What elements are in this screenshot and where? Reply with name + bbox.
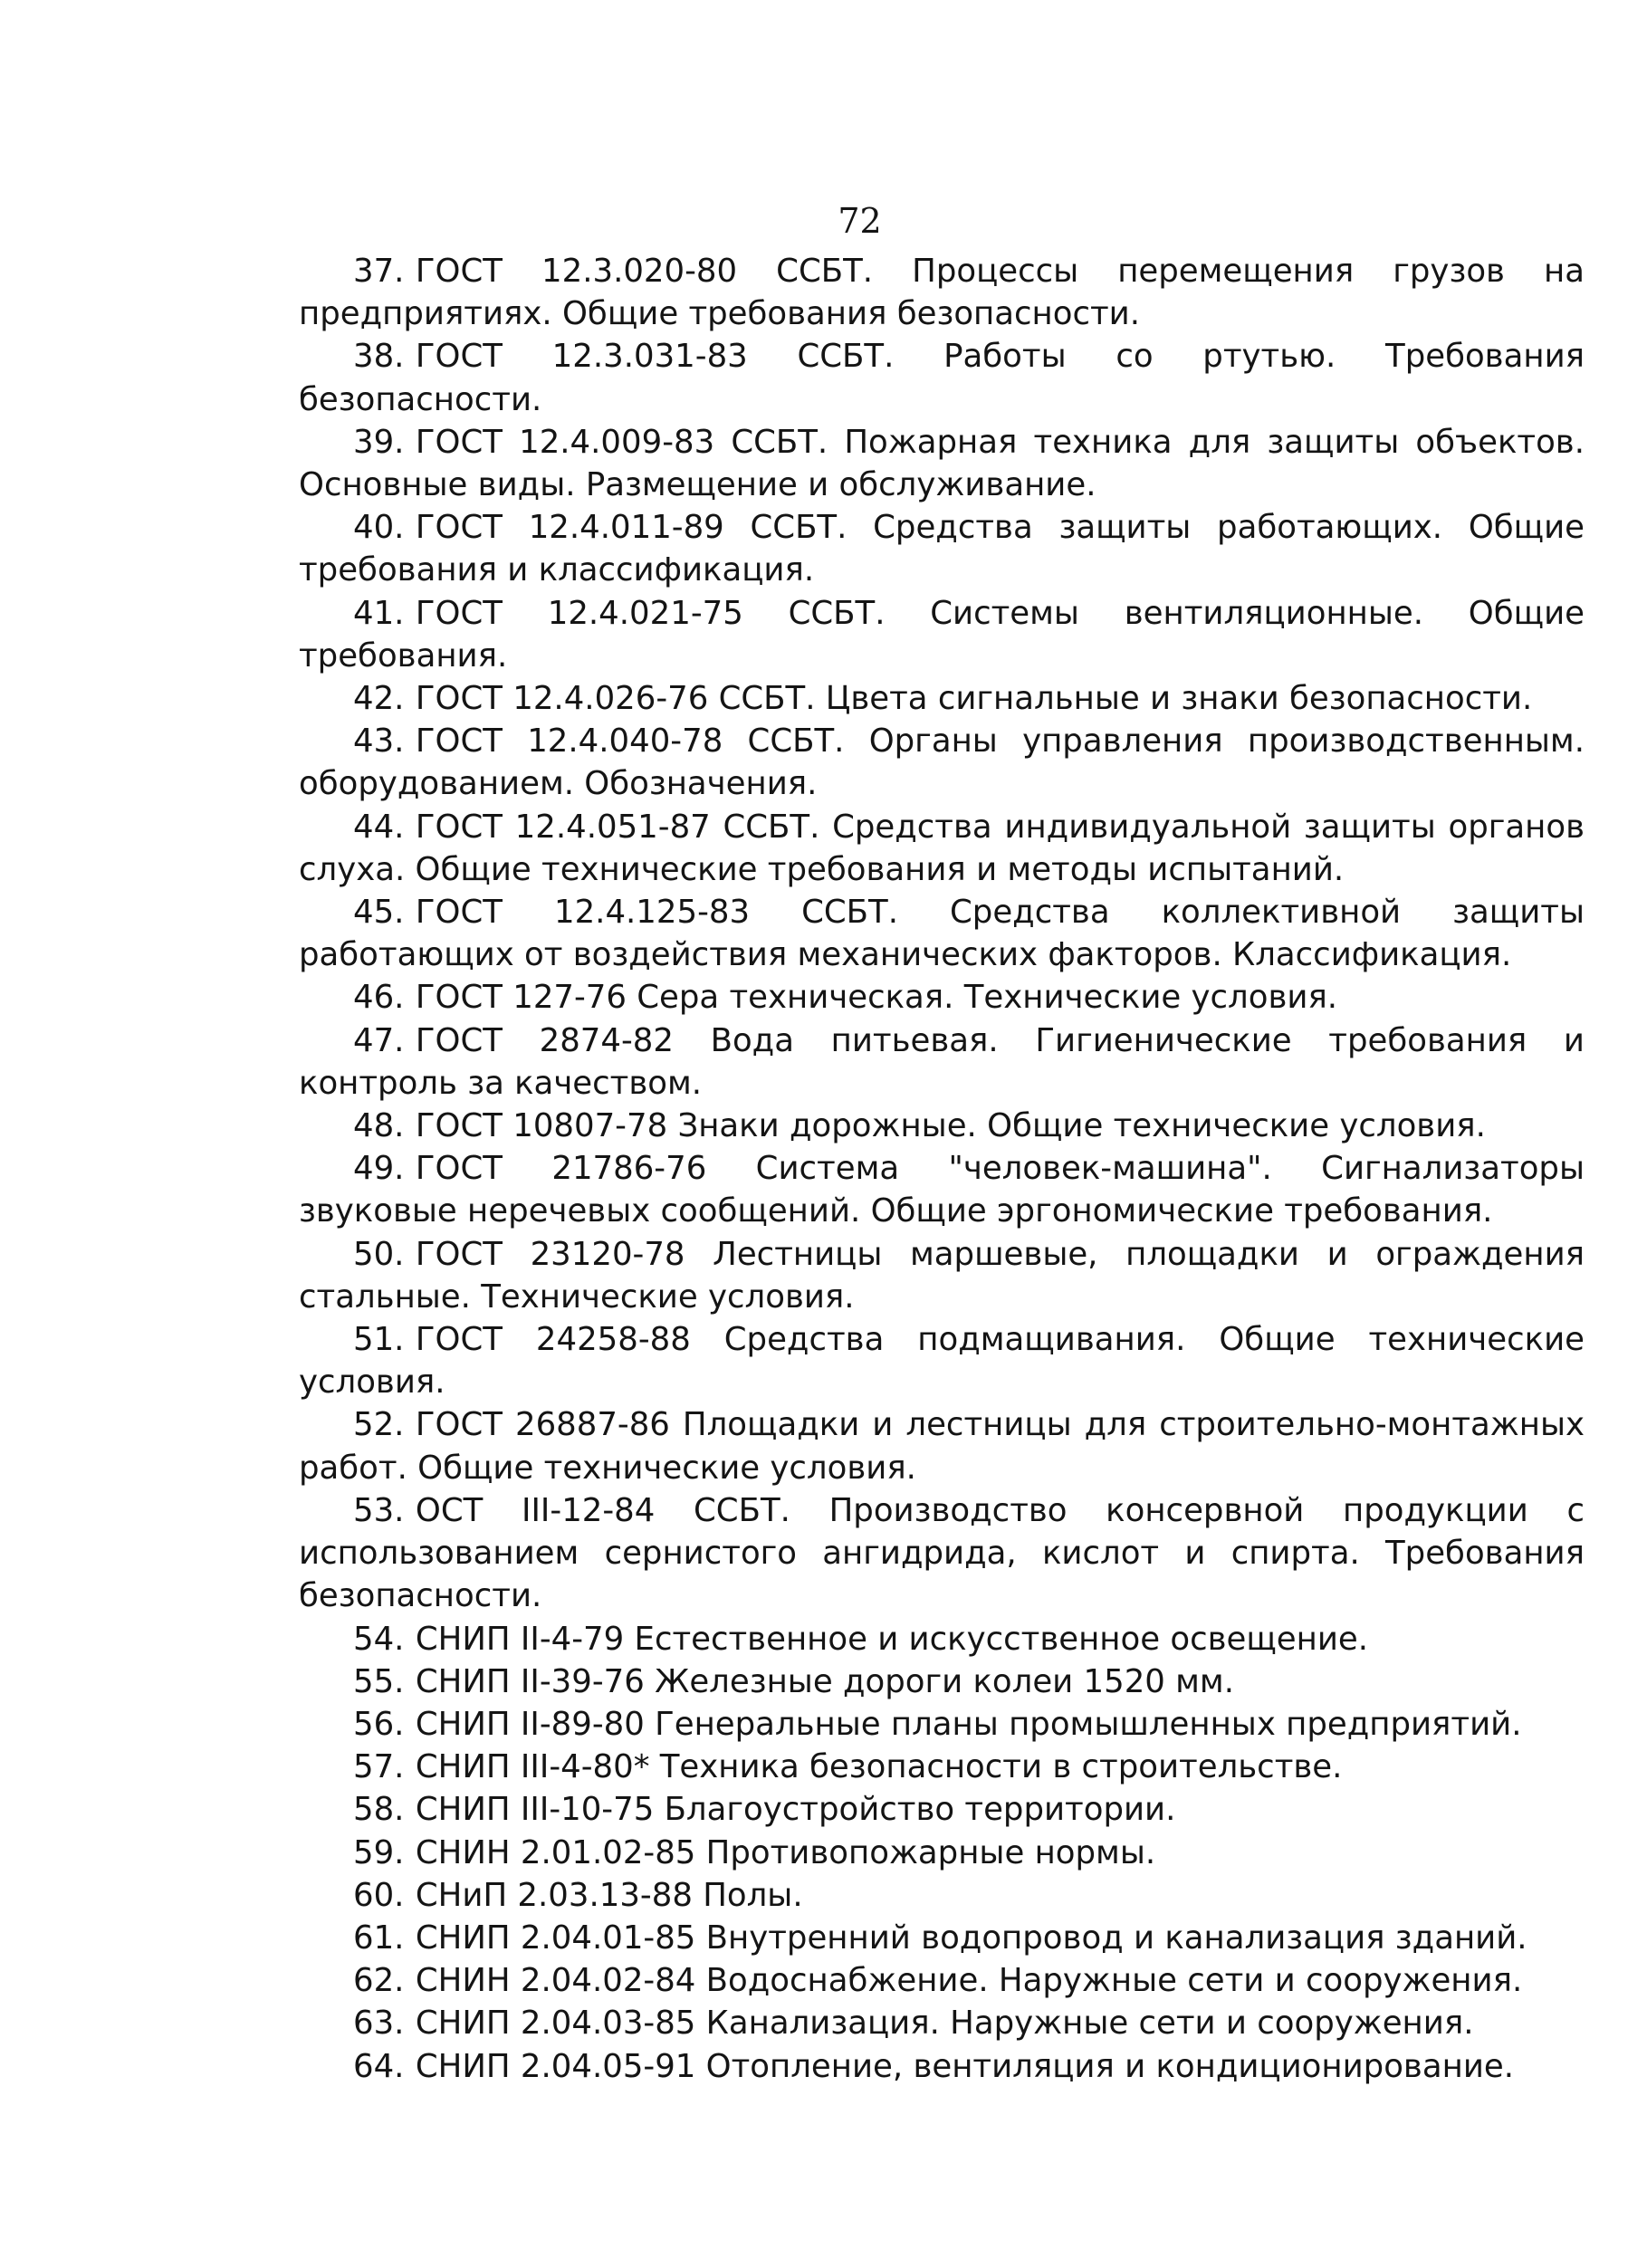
- reference-number: 56.: [353, 1705, 405, 1743]
- reference-item: [299, 421, 1585, 506]
- reference-number: 46.: [353, 979, 405, 1017]
- reference-text: ГОСТ 12.4.040-78 ССБТ. Органы управления производственным. оборудованием. Обозначения.: [299, 723, 1585, 803]
- reference-item: [299, 677, 1585, 720]
- reference-item: [299, 1832, 1585, 1874]
- reference-text: ГОСТ 2874-82 Вода питьевая. Гигиенические требования и контроль за качеством.: [299, 1021, 1585, 1102]
- reference-number: 54.: [353, 1620, 405, 1658]
- reference-text: СНИП II-4-79 Естественное и искусственное освещение.: [415, 1620, 1369, 1658]
- reference-item: [299, 2002, 1585, 2044]
- reference-item: [299, 1660, 1585, 1703]
- reference-text: СНИП 2.04.03-85 Канализация. Наружные сети и сооружения.: [415, 2005, 1474, 2043]
- reference-text: ГОСТ 12.4.125-83 ССБТ. Средства коллективной защиты работающих от воздействия механических факторов. Классификация.: [299, 894, 1585, 974]
- reference-text: ГОСТ 12.4.051-87 ССБТ. Средства индивидуальной защиты органов слуха. Общие технические требования и методы испытаний.: [299, 808, 1585, 888]
- reference-number: 47.: [353, 1021, 405, 1059]
- reference-item: [299, 891, 1585, 976]
- reference-number: 51.: [353, 1321, 405, 1359]
- reference-number: 38.: [353, 338, 405, 376]
- reference-text: ГОСТ 10807-78 Знаки дорожные. Общие технические условия.: [415, 1107, 1486, 1145]
- reference-text: СНИП III-10-75 Благоустройство территории.: [415, 1791, 1176, 1829]
- reference-item: [299, 1147, 1585, 1232]
- reference-number: 44.: [353, 808, 405, 846]
- reference-text: ГОСТ 127-76 Сера техническая. Технические условия.: [415, 979, 1338, 1017]
- page-number: 72: [838, 201, 882, 241]
- reference-item: [299, 1788, 1585, 1831]
- reference-item: [299, 1105, 1585, 1147]
- reference-text: СНИП II-89-80 Генеральные планы промышленных предприятий.: [415, 1705, 1522, 1743]
- reference-number: 62.: [353, 1962, 405, 2000]
- reference-number: 64.: [353, 2047, 405, 2085]
- reference-item: [299, 1917, 1585, 1959]
- reference-item: [299, 2045, 1585, 2088]
- reference-item: [299, 1618, 1585, 1660]
- reference-item: [299, 1959, 1585, 2002]
- reference-number: 57.: [353, 1748, 405, 1786]
- reference-text: СНИП 2.04.05-91 Отопление, вентиляция и кондиционирование.: [415, 2047, 1515, 2085]
- reference-text: ОСТ III-12-84 ССБТ. Производство консервной продукции с использованием сернистого ангидрида, кислот и спирта. Требования безопасности.: [299, 1491, 1585, 1615]
- reference-text: ГОСТ 21786-76 Система "человек-машина". Сигнализаторы звуковые неречевых сообщений. Общие эргономические требования.: [299, 1150, 1585, 1230]
- reference-item: [299, 1318, 1585, 1403]
- reference-number: 58.: [353, 1791, 405, 1829]
- reference-text: ГОСТ 12.3.031-83 ССБТ. Работы со ртутью. Требования безопасности.: [299, 338, 1585, 418]
- reference-number: 60.: [353, 1876, 405, 1914]
- reference-item: [299, 1403, 1585, 1488]
- reference-text: ГОСТ 12.4.021-75 ССБТ. Системы вентиляционные. Общие требования.: [299, 594, 1585, 675]
- reference-text: СНИП II-39-76 Железные дороги колеи 1520 мм.: [415, 1662, 1234, 1700]
- reference-number: 43.: [353, 723, 405, 761]
- reference-number: 53.: [353, 1491, 405, 1529]
- reference-item: [299, 1233, 1585, 1318]
- reference-text: СНИН 2.04.02-84 Водоснабжение. Наружные сети и сооружения.: [415, 1962, 1523, 2000]
- reference-number: 61.: [353, 1919, 405, 1957]
- reference-item: [299, 335, 1585, 420]
- reference-number: 52.: [353, 1406, 405, 1444]
- reference-item: [299, 592, 1585, 677]
- reference-number: 41.: [353, 594, 405, 632]
- reference-item: [299, 976, 1585, 1019]
- reference-number: 39.: [353, 423, 405, 461]
- reference-item: [299, 1489, 1585, 1618]
- reference-text: ГОСТ 12.4.011-89 ССБТ. Средства защиты работающих. Общие требования и классификация.: [299, 509, 1585, 589]
- reference-text: ГОСТ 26887-86 Площадки и лестницы для строительно-монтажных работ. Общие технические условия.: [299, 1406, 1585, 1487]
- reference-item: [299, 1019, 1585, 1105]
- reference-text: ГОСТ 12.3.020-80 ССБТ. Процессы перемещения грузов на предприятиях. Общие требования безопасности.: [299, 253, 1585, 333]
- reference-text: ГОСТ 23120-78 Лестницы маршевые, площадки и ограждения стальные. Технические условия.: [299, 1235, 1585, 1316]
- reference-item: [299, 250, 1585, 335]
- reference-text: ГОСТ 12.4.009-83 ССБТ. Пожарная техника для защиты объектов. Основные виды. Размещение и обслуживание.: [299, 423, 1585, 504]
- reference-text: ГОСТ 24258-88 Средства подмащивания. Общие технические условия.: [299, 1321, 1585, 1402]
- reference-number: 40.: [353, 509, 405, 547]
- reference-list: [299, 250, 1585, 2088]
- reference-item: [299, 1746, 1585, 1788]
- reference-item: [299, 506, 1585, 591]
- reference-item: [299, 1703, 1585, 1746]
- reference-text: СНиП 2.03.13-88 Полы.: [415, 1876, 803, 1914]
- reference-item: [299, 720, 1585, 805]
- reference-item: [299, 1874, 1585, 1917]
- reference-number: 45.: [353, 894, 405, 932]
- reference-number: 55.: [353, 1662, 405, 1700]
- reference-number: 49.: [353, 1150, 405, 1188]
- reference-text: СНИН 2.01.02-85 Противопожарные нормы.: [415, 1833, 1156, 1871]
- reference-text: СНИП III-4-80* Техника безопасности в строительстве.: [415, 1748, 1343, 1786]
- reference-number: 59.: [353, 1833, 405, 1871]
- reference-number: 37.: [353, 253, 405, 290]
- reference-text: СНИП 2.04.01-85 Внутренний водопровод и канализация зданий.: [415, 1919, 1527, 1957]
- reference-item: [299, 806, 1585, 891]
- reference-number: 50.: [353, 1235, 405, 1273]
- reference-text: ГОСТ 12.4.026-76 ССБТ. Цвета сигнальные и знаки безопасности.: [415, 680, 1533, 718]
- reference-number: 42.: [353, 680, 405, 718]
- reference-number: 63.: [353, 2005, 405, 2043]
- reference-number: 48.: [353, 1107, 405, 1145]
